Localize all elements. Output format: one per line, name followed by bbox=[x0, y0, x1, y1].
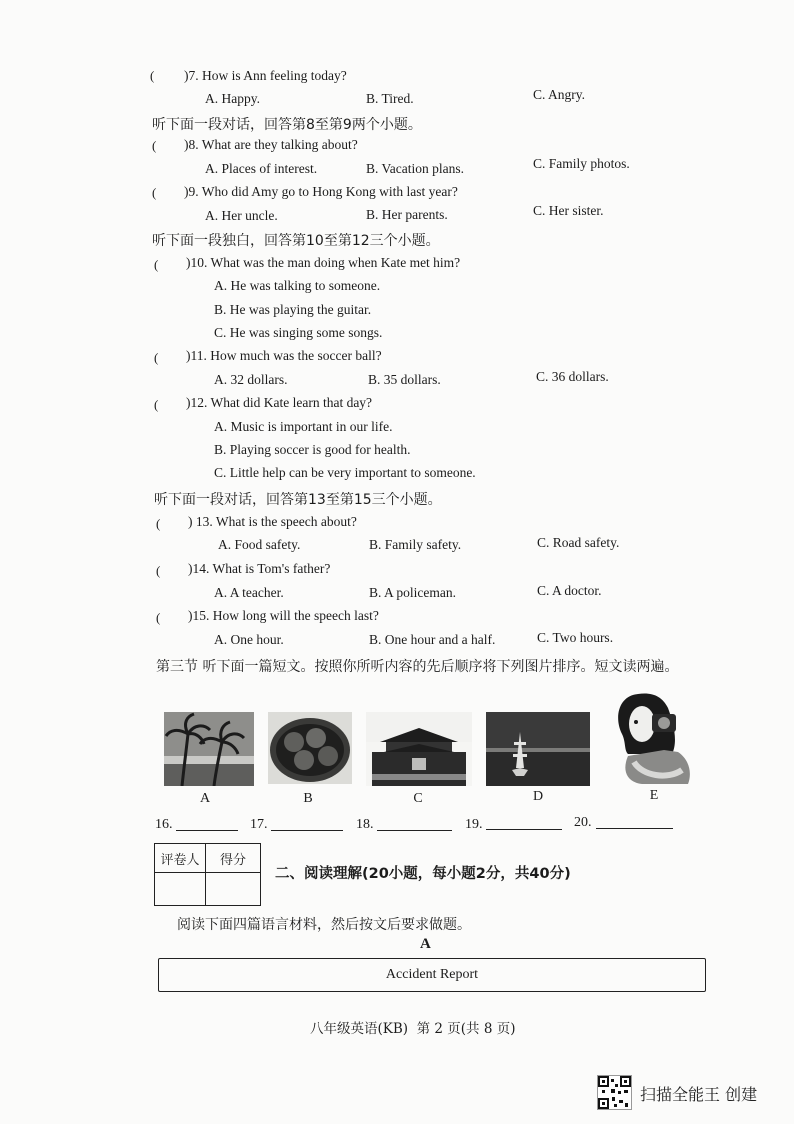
q7-option-c: C. Angry. bbox=[533, 87, 586, 102]
blank-18-label: 18. bbox=[356, 817, 374, 832]
q7-option-b: B. Tired. bbox=[366, 91, 414, 106]
answer-paren: ( bbox=[154, 397, 159, 412]
instruction-q10-12: 听下面一段独白，回答第10至第12三个小题。 bbox=[152, 233, 440, 249]
palm-trees-beach-icon bbox=[164, 712, 254, 786]
instruction-q8-9: 听下面一段对话，回答第8至第9两个小题。 bbox=[152, 117, 422, 133]
answer-paren: ( bbox=[152, 138, 157, 153]
qr-code-icon bbox=[597, 1075, 632, 1110]
picture-a-label: A bbox=[199, 791, 211, 806]
blank-19-line[interactable] bbox=[486, 829, 562, 830]
blank-17-line[interactable] bbox=[271, 830, 343, 831]
passage-letter: A bbox=[420, 936, 431, 952]
answer-paren: ( bbox=[156, 563, 161, 578]
blank-18-line[interactable] bbox=[377, 830, 452, 831]
q9-option-c: C. Her sister. bbox=[533, 203, 604, 218]
question-7: )7. How is Ann feeling today? bbox=[184, 68, 347, 83]
question-10: )10. What was the man doing when Kate met him? bbox=[186, 255, 461, 270]
q11-option-a: A. 32 dollars. bbox=[214, 372, 288, 387]
q9-option-b: B. Her parents. bbox=[366, 207, 448, 222]
picture-d bbox=[486, 712, 590, 786]
q14-option-c: C. A doctor. bbox=[537, 583, 602, 598]
q15-option-a: A. One hour. bbox=[214, 632, 284, 647]
q13-option-b: B. Family safety. bbox=[369, 537, 462, 552]
question-8: )8. What are they talking about? bbox=[184, 137, 358, 152]
picture-a bbox=[164, 712, 254, 786]
section2-title: 二、阅读理解(20小题，每小题2分，共40分) bbox=[275, 866, 571, 882]
answer-paren: ( bbox=[156, 516, 161, 531]
q12-option-a: A. Music is important in our life. bbox=[214, 419, 393, 434]
accident-report-title: Accident Report bbox=[385, 967, 479, 982]
q10-option-a: A. He was talking to someone. bbox=[214, 278, 381, 293]
section3-instruction: 第三节 听下面一篇短文。按照你所听内容的先后顺序将下列图片排序。短文读两遍。 bbox=[156, 659, 679, 675]
question-9: )9. Who did Amy go to Hong Kong with last year? bbox=[184, 184, 458, 199]
blank-19-label: 19. bbox=[465, 817, 483, 832]
q10-option-c: C. He was singing some songs. bbox=[214, 325, 383, 340]
q12-option-c: C. Little help can be very important to someone. bbox=[214, 465, 476, 480]
mooncakes-icon bbox=[268, 712, 352, 784]
answer-paren: ( bbox=[154, 257, 159, 272]
q8-option-c: C. Family photos. bbox=[533, 156, 630, 171]
picture-c-label: C bbox=[413, 791, 423, 806]
q13-option-a: A. Food safety. bbox=[218, 537, 301, 552]
blank-20-label: 20. bbox=[574, 815, 592, 830]
score-box-score-cell[interactable] bbox=[206, 873, 261, 906]
q10-option-b: B. He was playing the guitar. bbox=[214, 302, 372, 317]
page-footer: 八年级英语(KB) 第 2 页(共 8 页) bbox=[310, 1021, 516, 1037]
picture-e-label: E bbox=[649, 788, 659, 803]
blank-17-label: 17. bbox=[250, 817, 268, 832]
answer-paren: ( bbox=[154, 350, 159, 365]
q9-option-a: A. Her uncle. bbox=[205, 208, 278, 223]
q13-option-c: C. Road safety. bbox=[537, 535, 620, 550]
tiananmen-icon bbox=[366, 712, 472, 786]
question-13: ) 13. What is the speech about? bbox=[188, 514, 357, 529]
question-15: )15. How long will the speech last? bbox=[188, 608, 379, 623]
score-box bbox=[154, 843, 261, 906]
watermark-text: 扫描全能王 创建 bbox=[640, 1085, 758, 1104]
instruction-q13-15: 听下面一段对话，回答第13至第15三个小题。 bbox=[154, 492, 442, 508]
score-box-grader-header: 评卷人 bbox=[155, 844, 206, 873]
question-14: )14. What is Tom's father? bbox=[188, 561, 331, 576]
score-box-score-header: 得分 bbox=[206, 844, 261, 873]
pagoda-lake-icon bbox=[486, 712, 590, 786]
girl-with-camera-icon bbox=[612, 690, 696, 786]
accident-report-box bbox=[158, 958, 706, 992]
question-12: )12. What did Kate learn that day? bbox=[186, 395, 373, 410]
question-11: )11. How much was the soccer ball? bbox=[186, 348, 382, 363]
q14-option-b: B. A policeman. bbox=[369, 585, 456, 600]
picture-b-label: B bbox=[303, 791, 313, 806]
blank-16-label: 16. bbox=[155, 817, 173, 832]
blank-16-line[interactable] bbox=[176, 830, 238, 831]
answer-paren: ( bbox=[150, 68, 155, 83]
q7-option-a: A. Happy. bbox=[205, 91, 260, 106]
score-box-grader-cell[interactable] bbox=[155, 873, 206, 906]
q8-option-b: B. Vacation plans. bbox=[366, 161, 464, 176]
q14-option-a: A. A teacher. bbox=[214, 585, 284, 600]
q11-option-c: C. 36 dollars. bbox=[536, 369, 609, 384]
q8-option-a: A. Places of interest. bbox=[205, 161, 318, 176]
blank-20-line[interactable] bbox=[596, 828, 673, 829]
picture-c bbox=[366, 712, 472, 786]
answer-paren: ( bbox=[152, 185, 157, 200]
q11-option-b: B. 35 dollars. bbox=[368, 372, 441, 387]
picture-b bbox=[268, 712, 352, 784]
q12-option-b: B. Playing soccer is good for health. bbox=[214, 442, 411, 457]
picture-d-label: D bbox=[532, 789, 544, 804]
answer-paren: ( bbox=[156, 610, 161, 625]
picture-e bbox=[612, 690, 696, 786]
q15-option-b: B. One hour and a half. bbox=[369, 632, 496, 647]
q15-option-c: C. Two hours. bbox=[537, 630, 614, 645]
reading-intro: 阅读下面四篇语言材料，然后按文后要求做题。 bbox=[177, 917, 471, 933]
